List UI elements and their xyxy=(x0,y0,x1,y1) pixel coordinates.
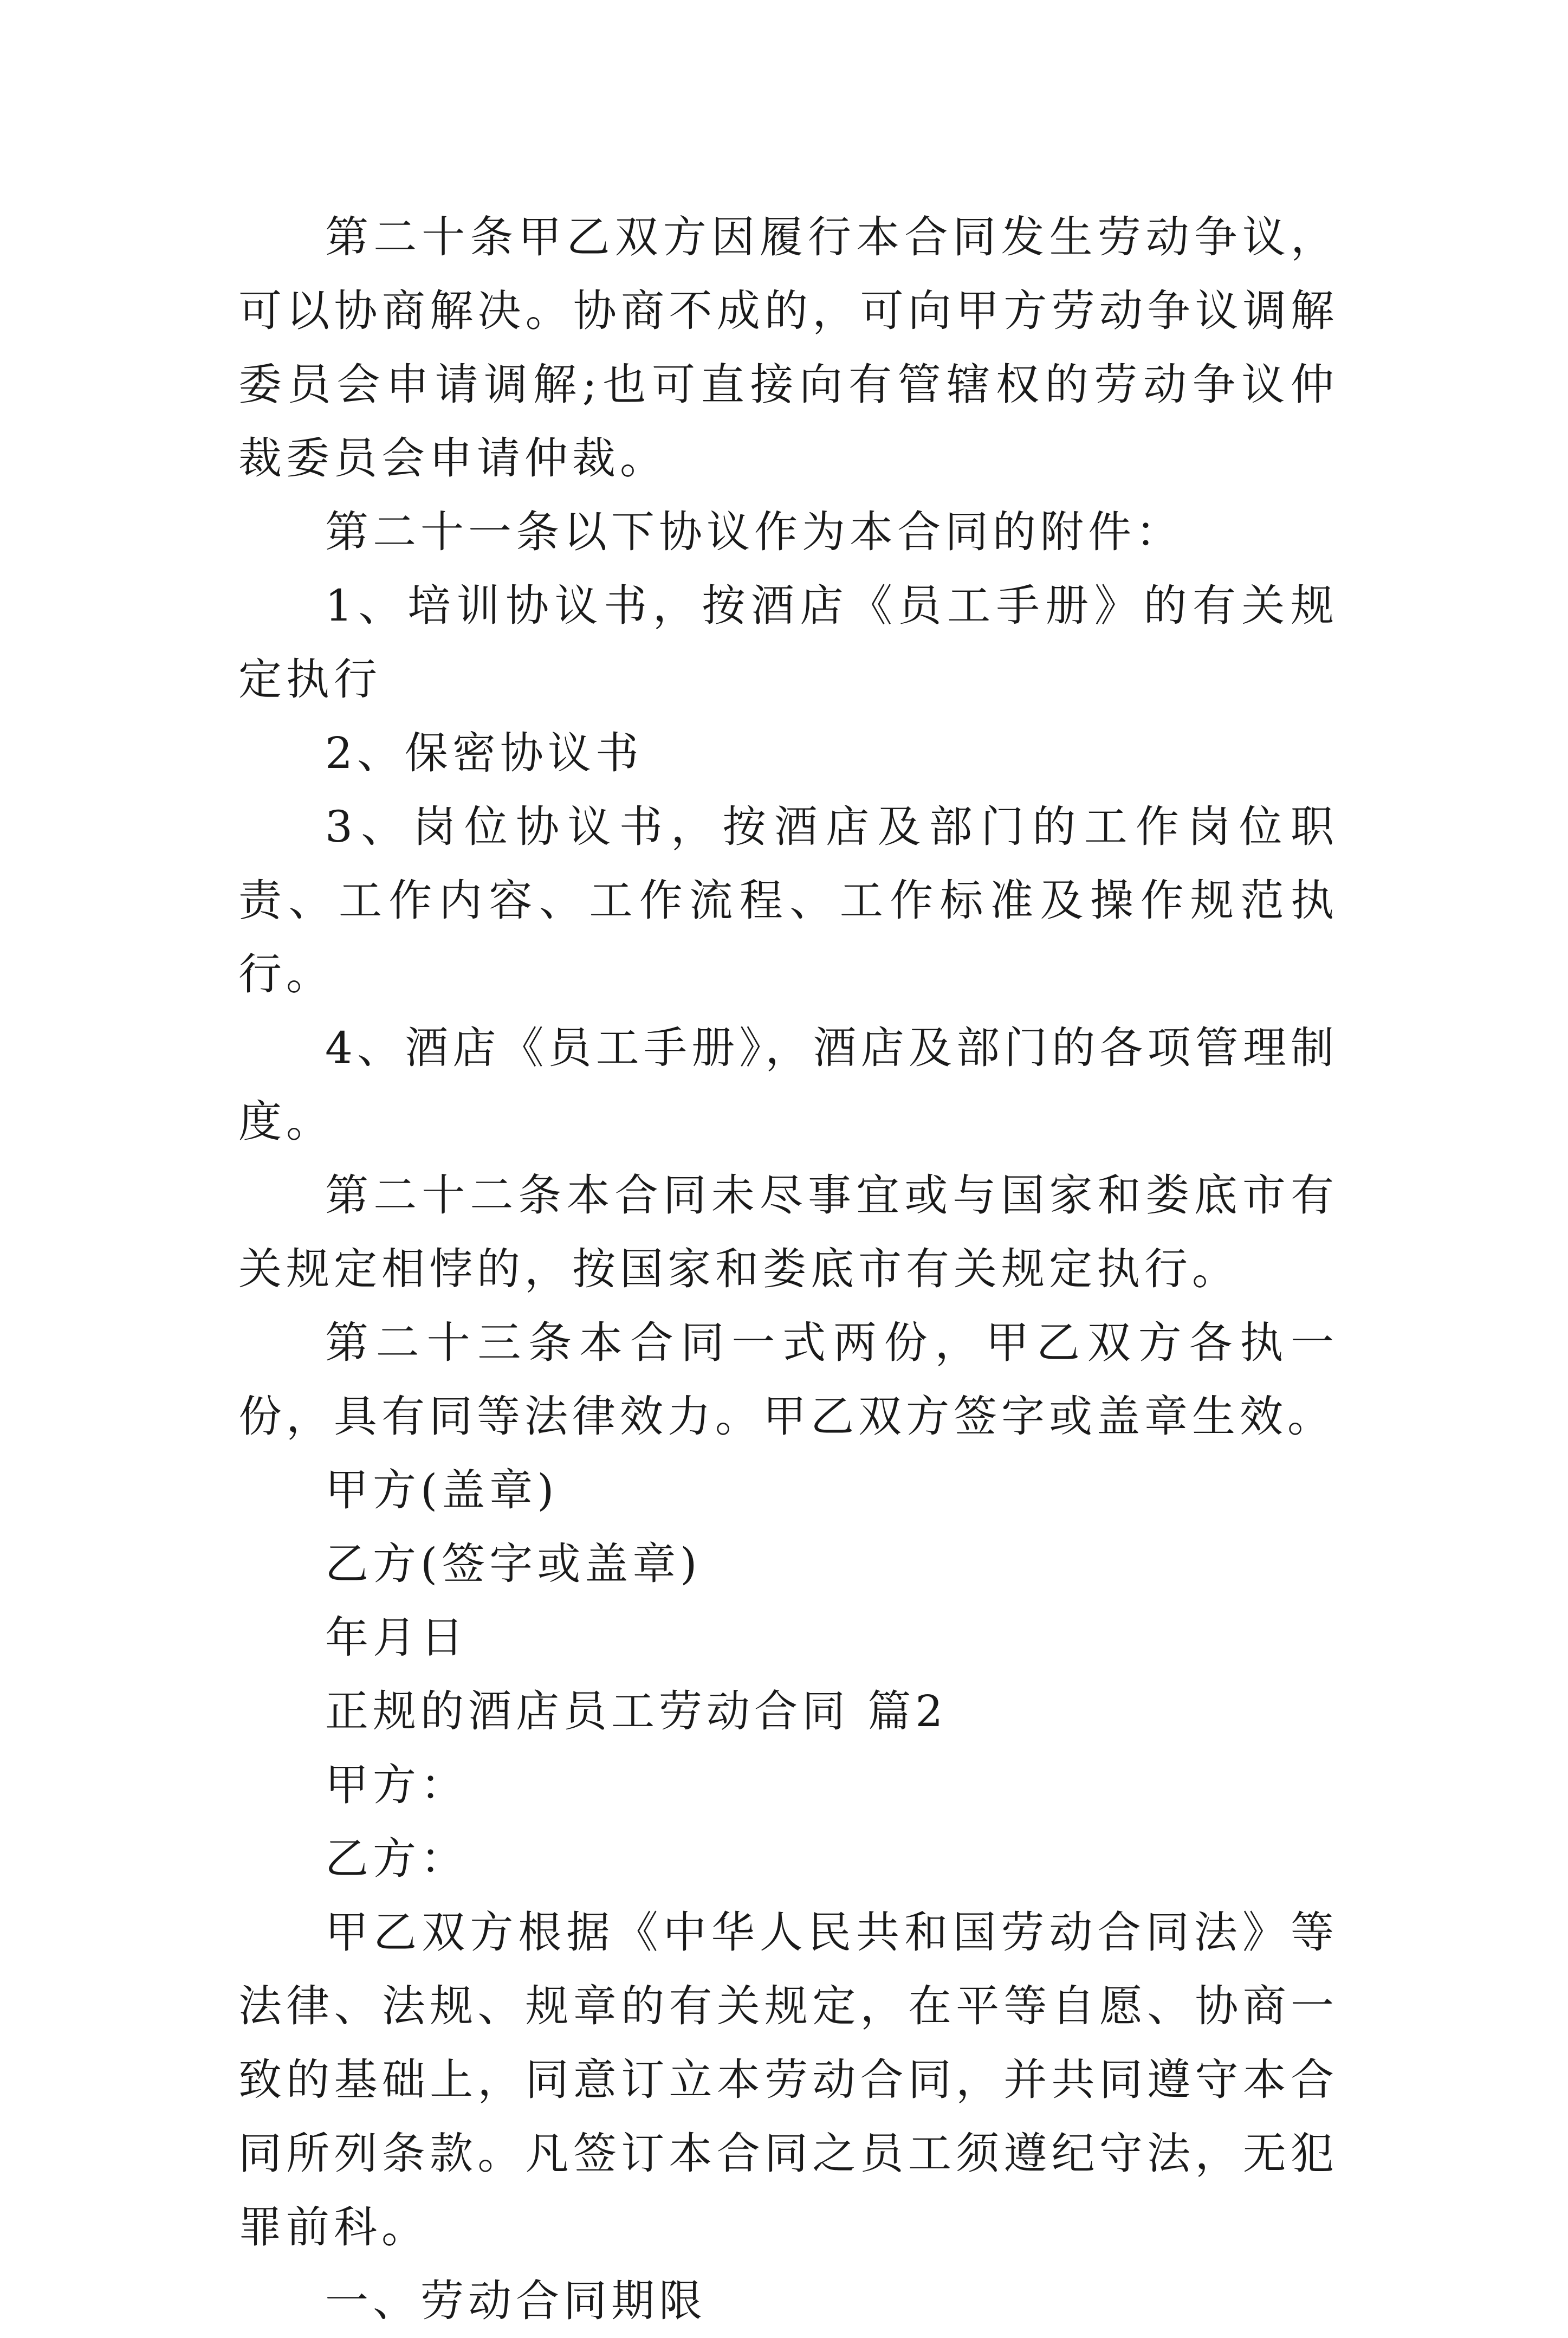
signature-date: 年月日 xyxy=(325,1612,468,1663)
section-heading-contract-term: 一、劳动合同期限 xyxy=(325,2276,707,2326)
paragraph-attachment-2: 2、保密协议书 xyxy=(325,728,643,778)
signature-party-b: 乙方(签字或盖章) xyxy=(325,1539,702,1589)
paragraph-preamble: 甲乙双方根据《中华人民共和国劳动合同法》等法律、法规、规章的有关规定，在平等自愿、协商一致的基础上，同意订立本劳动合同，并共同遵守本合同所列条款。凡签订本合同之员工须遵纪守法，无犯罪前科。 xyxy=(238,1907,1338,2252)
paragraph-attachment-4: 4、酒店《员工手册》，酒店及部门的各项管理制度。 xyxy=(238,1023,1338,1147)
paragraph-article-21: 第二十一条以下协议作为本合同的附件： xyxy=(325,507,1183,557)
document-body xyxy=(238,201,1338,2338)
section-heading-part-2: 正规的酒店员工劳动合同 篇2 xyxy=(325,1686,948,1736)
paragraph-article-23: 第二十三条本合同一式两份，甲乙双方各执一份，具有同等法律效力。甲乙双方签字或盖章生效。 xyxy=(238,1317,1338,1442)
paragraph-attachment-3: 3、岗位协议书，按酒店及部门的工作岗位职责、工作内容、工作流程、工作标准及操作规范执行。 xyxy=(238,802,1338,999)
party-a-label: 甲方： xyxy=(325,1760,468,1810)
paragraph-article-20: 第二十条甲乙双方因履行本合同发生劳动争议，可以协商解决。协商不成的，可向甲方劳动争议调解委员会申请调解;也可直接向有管辖权的劳动争议仲裁委员会申请仲裁。 xyxy=(238,212,1338,483)
signature-party-a: 甲方(盖章) xyxy=(325,1465,559,1515)
paragraph-article-22: 第二十二条本合同未尽事宜或与国家和娄底市有关规定相悖的，按国家和娄底市有关规定执行。 xyxy=(238,1170,1338,1294)
paragraph-attachment-1: 1、培训协议书，按酒店《员工手册》的有关规定执行 xyxy=(238,580,1338,705)
party-b-label: 乙方： xyxy=(325,1833,468,1884)
